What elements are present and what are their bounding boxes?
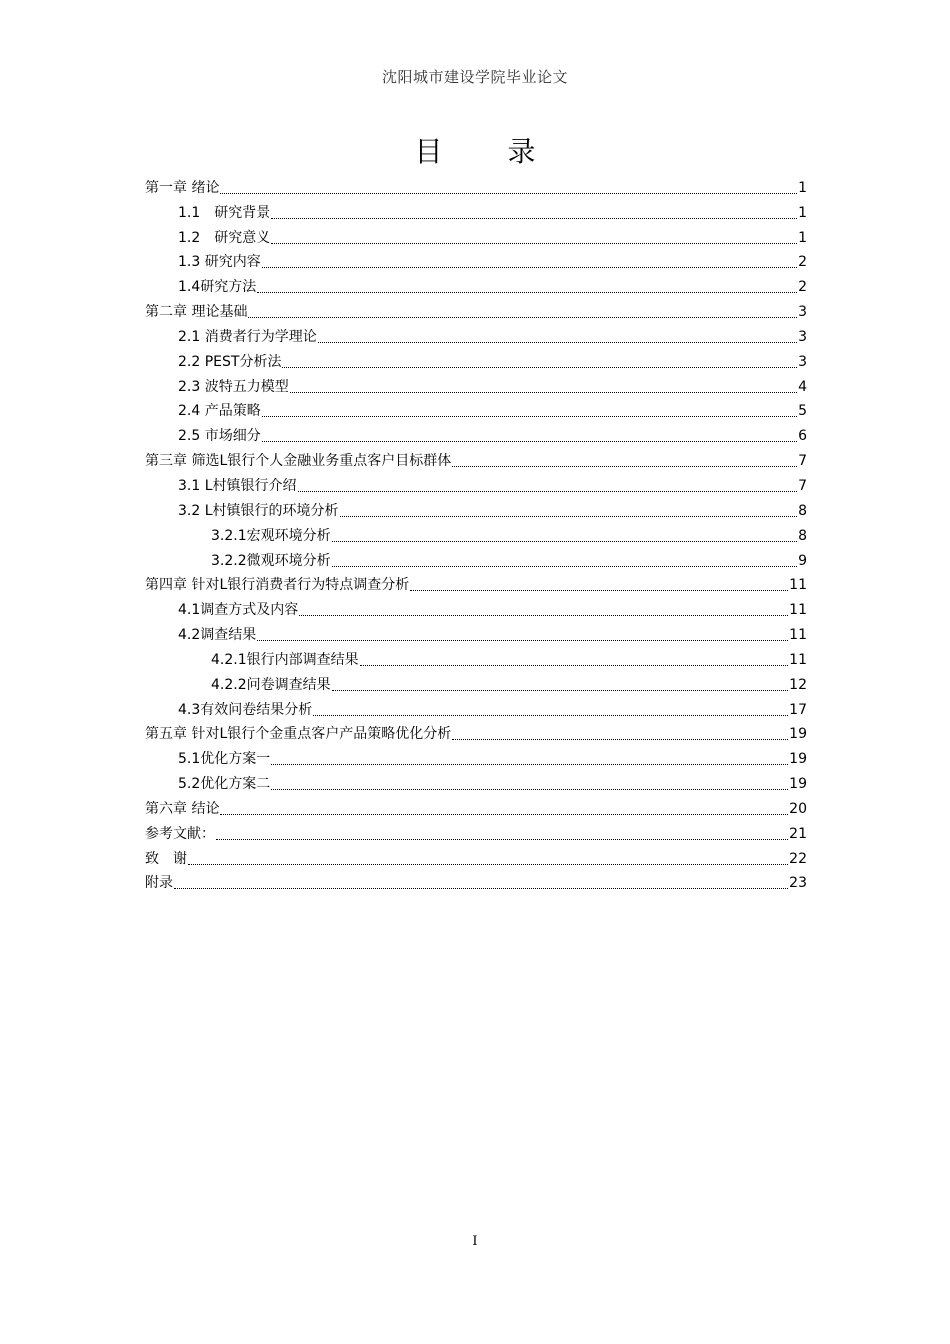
toc-dot-leader (452, 738, 788, 740)
toc-dot-leader (299, 614, 788, 616)
toc-entry-page: 2 (798, 254, 807, 271)
toc-entry-page: 11 (789, 602, 807, 619)
toc-dot-leader (216, 838, 788, 840)
toc-entry[interactable] (145, 323, 807, 348)
toc-entry-page: 9 (798, 552, 807, 569)
toc-dot-leader (290, 391, 797, 393)
toc-entry-label: 3.2 L村镇银行的环境分析 (178, 502, 339, 519)
toc-entry-page: 8 (798, 502, 807, 519)
toc-dot-leader (452, 465, 797, 467)
toc-entry[interactable] (145, 174, 807, 199)
toc-entry[interactable] (145, 298, 807, 323)
toc-entry-page: 19 (789, 726, 807, 743)
toc-dot-leader (332, 689, 789, 691)
toc-entry[interactable] (145, 373, 807, 398)
toc-entry-label: 第五章 针对L银行个金重点客户产品策略优化分析 (145, 726, 452, 743)
toc-entry-page: 3 (798, 328, 807, 345)
toc-entry-label: 2.1 消费者行为学理论 (178, 328, 317, 345)
toc-entry-label: 4.2调查结果 (178, 627, 257, 644)
page-number: I (472, 1234, 478, 1249)
toc-dot-leader (313, 714, 788, 716)
toc-entry[interactable] (145, 572, 807, 597)
toc-dot-leader (257, 291, 797, 293)
toc-entry-page: 1 (798, 204, 807, 221)
toc-entry[interactable] (145, 696, 807, 721)
toc-dot-leader (318, 341, 797, 343)
toc-entry[interactable] (145, 596, 807, 621)
running-header: 沈阳城市建设学院毕业论文 (381, 68, 568, 86)
toc-entry-page: 3 (798, 353, 807, 370)
toc-entry-page: 2 (798, 279, 807, 296)
toc-dot-leader (332, 540, 797, 542)
toc-entry-page: 17 (789, 701, 807, 718)
toc-dot-leader (332, 565, 797, 567)
toc-entry-page: 11 (789, 651, 807, 668)
toc-entry-label: 2.2 PEST分析法 (178, 353, 282, 370)
toc-entry[interactable] (145, 870, 807, 895)
toc-entry-page: 3 (798, 304, 807, 321)
toc-title: 目 录 (414, 135, 564, 168)
toc-entry-label: 第四章 针对L银行消费者行为特点调查分析 (145, 577, 410, 594)
toc-entry-label: 2.3 波特五力模型 (178, 378, 289, 395)
toc-entry[interactable] (145, 820, 807, 845)
toc-entry-page: 21 (789, 825, 807, 842)
toc-entry-label: 第二章 理论基础 (145, 304, 248, 321)
toc-entry[interactable] (145, 224, 807, 249)
toc-dot-leader (340, 515, 798, 517)
toc-entry[interactable] (145, 671, 807, 696)
toc-entry[interactable] (145, 348, 807, 373)
toc-dot-leader (262, 440, 797, 442)
toc-entry-label: 致 谢 (145, 850, 187, 867)
toc-entry-label: 1.2 研究意义 (178, 229, 271, 246)
toc-dot-leader (410, 589, 788, 591)
toc-entry-label: 2.5 市场细分 (178, 428, 261, 445)
toc-entry[interactable] (145, 422, 807, 447)
toc-entry-page: 23 (789, 875, 807, 892)
toc-entry[interactable] (145, 398, 807, 423)
toc-dot-leader (271, 242, 797, 244)
toc-entry-page: 7 (798, 477, 807, 494)
toc-entry-page: 5 (798, 403, 807, 420)
toc-dot-leader (262, 266, 797, 268)
toc-entry[interactable] (145, 447, 807, 472)
toc-entry[interactable] (145, 845, 807, 870)
toc-entry-page: 20 (789, 800, 807, 817)
toc-entry-label: 4.3有效问卷结果分析 (178, 701, 313, 718)
toc-entry-label: 3.2.1宏观环境分析 (211, 527, 331, 544)
toc-dot-leader (174, 887, 788, 889)
toc-dot-leader (282, 366, 797, 368)
toc-dot-leader (248, 316, 797, 318)
toc-entry-page: 1 (798, 179, 807, 196)
toc-entry-page: 4 (798, 378, 807, 395)
toc-entry-label: 4.2.1银行内部调查结果 (211, 651, 359, 668)
toc-entry[interactable] (145, 770, 807, 795)
toc-entry-label: 附录 (145, 875, 173, 892)
toc-entry-label: 2.4 产品策略 (178, 403, 261, 420)
toc-dot-leader (298, 490, 798, 492)
toc-entry-page: 6 (798, 428, 807, 445)
toc-entry-page: 12 (789, 676, 807, 693)
toc-entry-page: 11 (789, 577, 807, 594)
toc-dot-leader (360, 664, 789, 666)
toc-entry[interactable] (145, 273, 807, 298)
toc-entry-label: 参考文献： (145, 825, 215, 842)
toc-entry-page: 8 (798, 527, 807, 544)
toc-dot-leader (271, 788, 788, 790)
toc-entry-label: 4.1调查方式及内容 (178, 602, 299, 619)
toc-entry-page: 19 (789, 751, 807, 768)
toc-entry-page: 19 (789, 776, 807, 793)
toc-entry[interactable] (145, 249, 807, 274)
toc-entry-page: 11 (789, 627, 807, 644)
toc-entry-label: 3.1 L村镇银行介绍 (178, 477, 297, 494)
toc-entry[interactable] (145, 721, 807, 746)
toc-dot-leader (271, 217, 797, 219)
toc-dot-leader (188, 863, 788, 865)
toc-entry-label: 4.2.2问卷调查结果 (211, 676, 331, 693)
toc-entry-page: 7 (798, 453, 807, 470)
toc-entry[interactable] (145, 621, 807, 646)
toc-entry-label: 第一章 绪论 (145, 179, 220, 196)
toc-entry-label: 1.3 研究内容 (178, 254, 261, 271)
toc-entry-label: 第六章 结论 (145, 800, 220, 817)
toc-entry[interactable] (145, 497, 807, 522)
toc-entry-page: 1 (798, 229, 807, 246)
toc-entry[interactable] (145, 795, 807, 820)
toc-entry-label: 1.1 研究背景 (178, 204, 271, 221)
toc-entry-page: 22 (789, 850, 807, 867)
table-of-contents (145, 174, 807, 894)
toc-entry-label: 1.4研究方法 (178, 279, 257, 296)
toc-dot-leader (257, 639, 788, 641)
toc-dot-leader (271, 763, 788, 765)
toc-entry[interactable] (145, 646, 807, 671)
toc-dot-leader (262, 415, 797, 417)
toc-entry-label: 5.2优化方案二 (178, 776, 271, 793)
toc-entry-label: 第三章 筛选L银行个人金融业务重点客户目标群体 (145, 453, 452, 470)
toc-entry-label: 3.2.2微观环境分析 (211, 552, 331, 569)
toc-dot-leader (220, 192, 797, 194)
toc-entry[interactable] (145, 547, 807, 572)
toc-entry[interactable] (145, 472, 807, 497)
toc-entry[interactable] (145, 199, 807, 224)
toc-entry-label: 5.1优化方案一 (178, 751, 271, 768)
toc-dot-leader (220, 813, 788, 815)
toc-entry[interactable] (145, 745, 807, 770)
toc-entry[interactable] (145, 522, 807, 547)
